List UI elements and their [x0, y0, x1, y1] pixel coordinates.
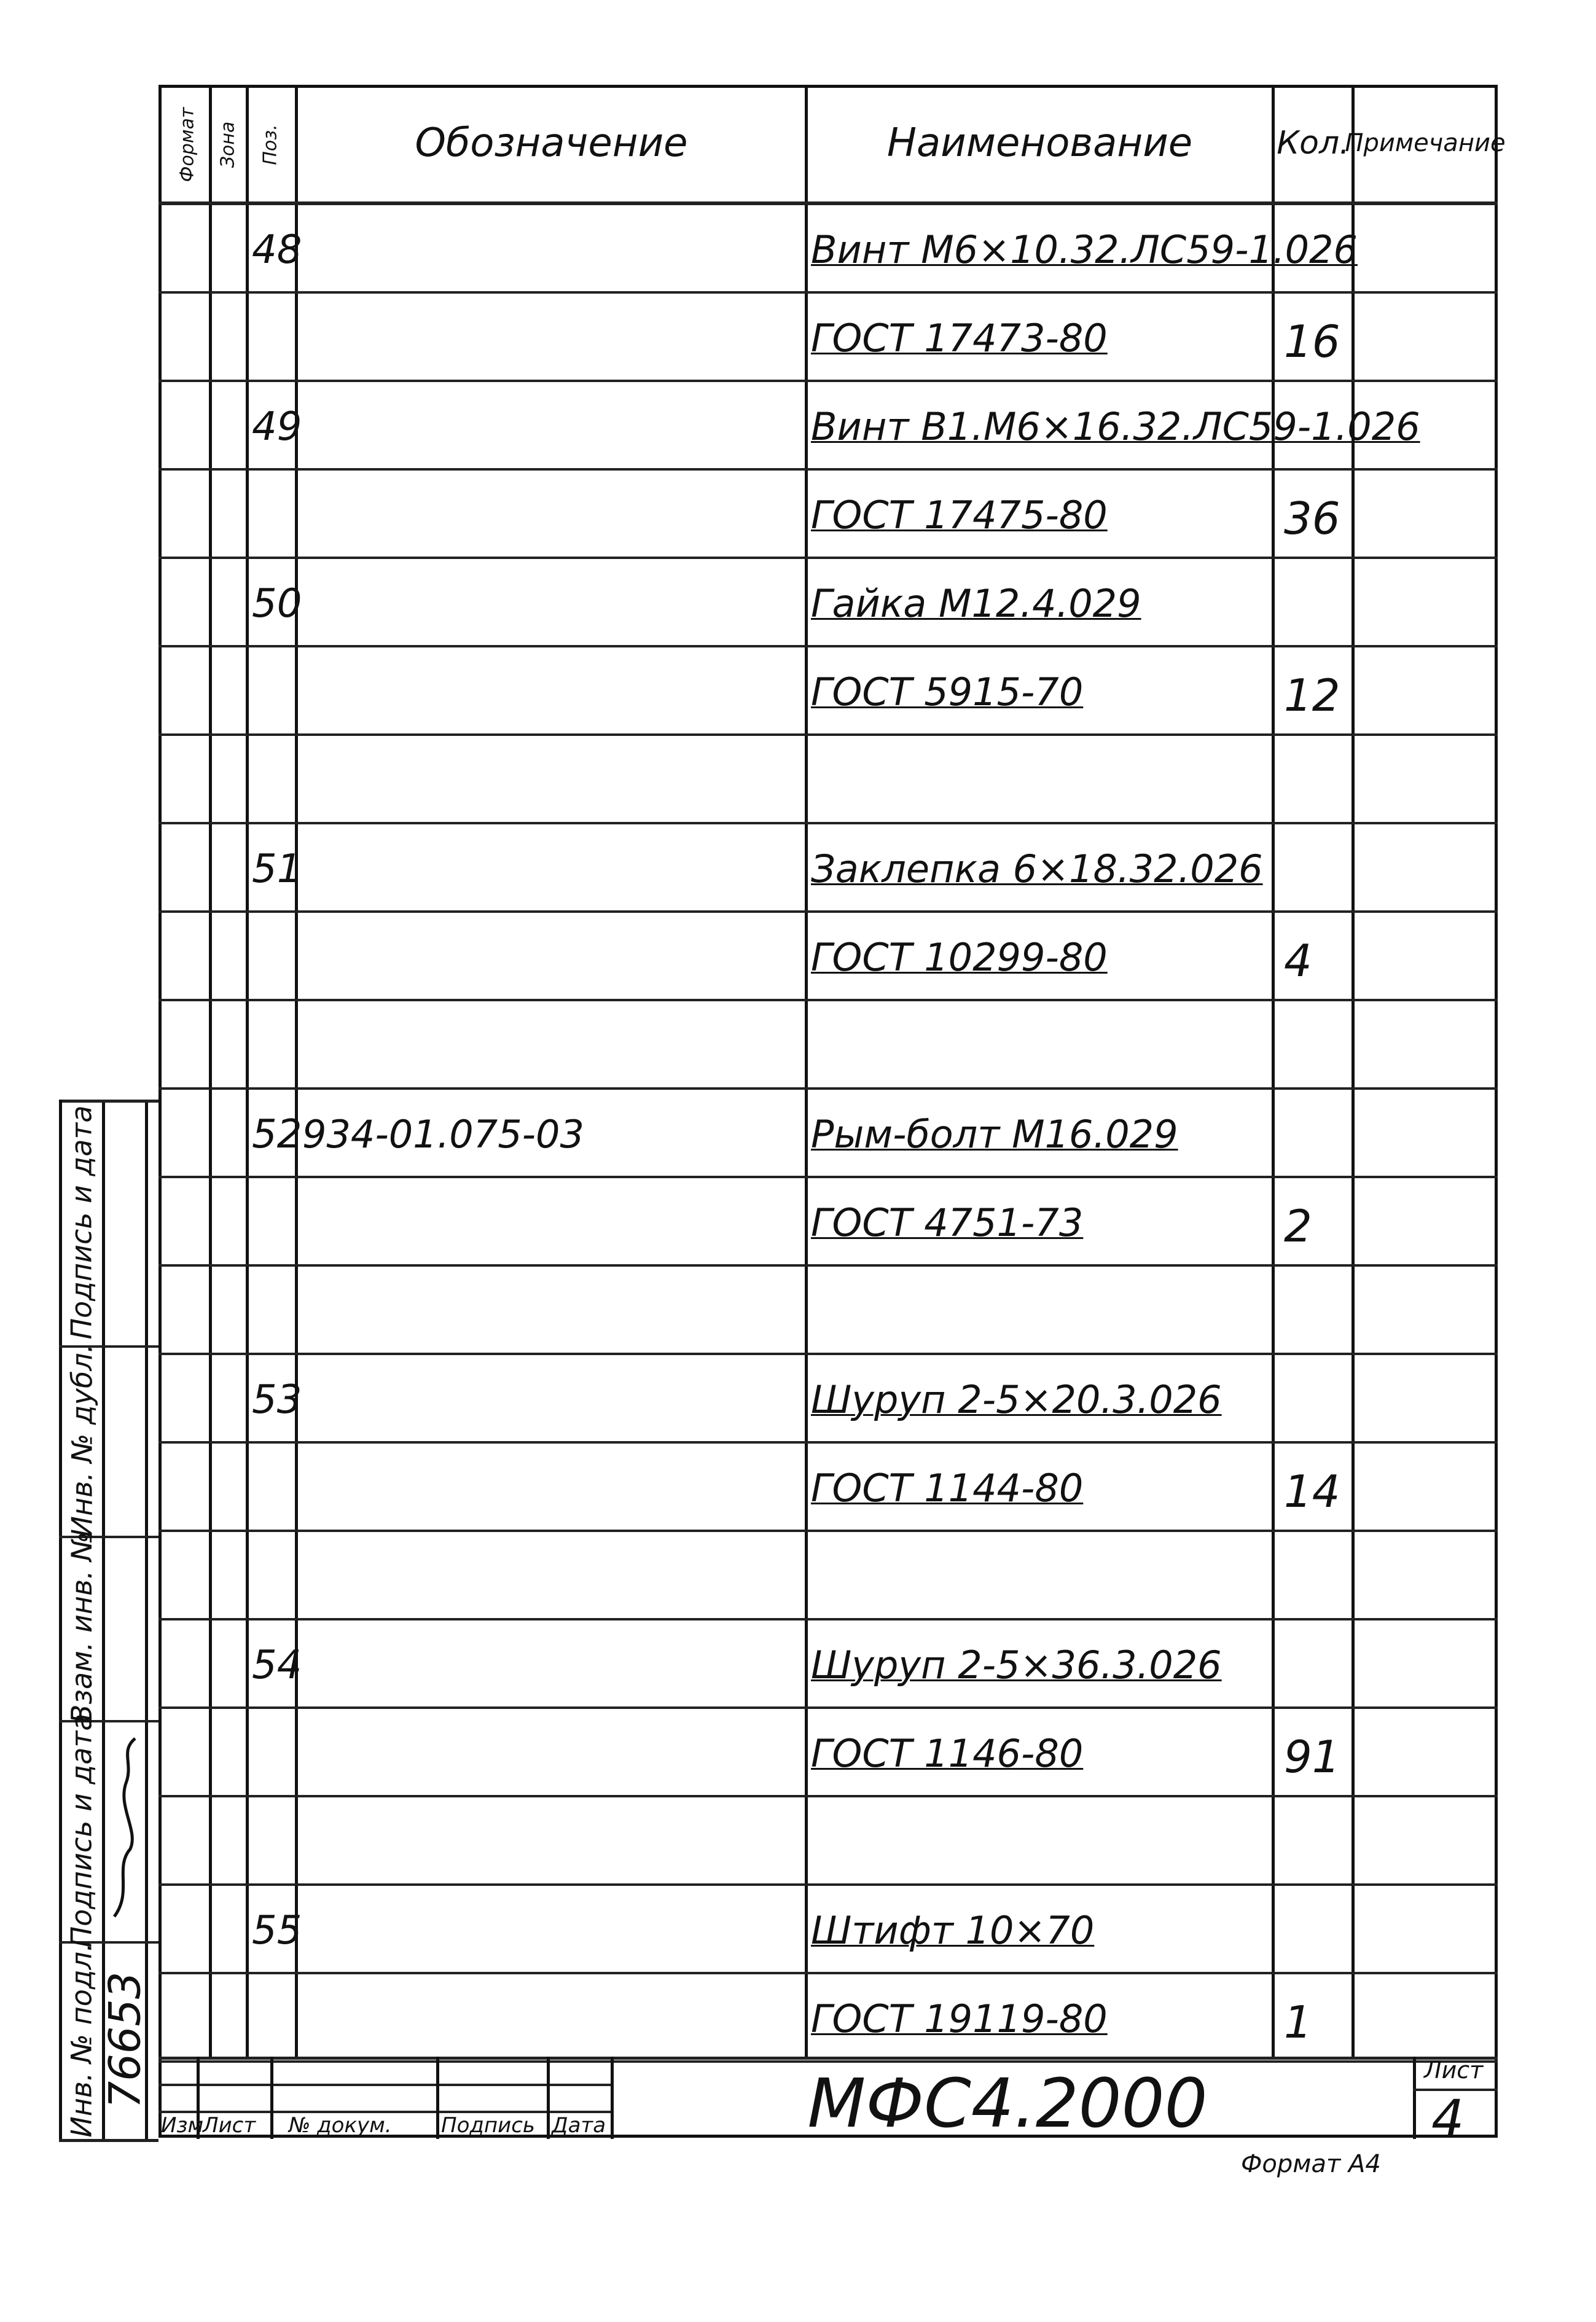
row-qty: 1: [1284, 1996, 1312, 2048]
title-block-top: [158, 2057, 1498, 2060]
side-repl-inv: Взам. инв. №: [65, 1531, 99, 1724]
header-note: Примечание: [1345, 129, 1506, 157]
row-name: ГОСТ 1144-80: [811, 1466, 1084, 1511]
header-zone: Зона: [217, 121, 239, 168]
row-name: Винт В1.М6×16.32.ЛС59-1.026: [811, 404, 1420, 449]
row-pos: 52: [252, 1112, 302, 1157]
row-name: ГОСТ 17473-80: [811, 316, 1108, 361]
row-name: Шуруп 2-5×20.3.026: [811, 1377, 1222, 1422]
tb-list: Лист: [203, 2113, 256, 2138]
row-line: [158, 2060, 1498, 2063]
row-name: ГОСТ 4751-73: [811, 1200, 1084, 1245]
side-line: [59, 2139, 158, 2142]
tb-sign: Подпись: [441, 2113, 535, 2138]
side-inv-dupl: Инв. № дубл.: [65, 1343, 99, 1538]
row-pos: 50: [252, 581, 302, 627]
row-name: Заклепка 6×18.32.026: [811, 846, 1263, 891]
header-name: Наименование: [886, 120, 1193, 166]
row-pos: 55: [252, 1908, 302, 1953]
row-name: ГОСТ 17475-80: [811, 493, 1108, 538]
title-block-divider: [547, 2057, 550, 2139]
row-line: [158, 1264, 1498, 1267]
row-qty: 91: [1284, 1731, 1340, 1783]
row-pos: 51: [252, 846, 302, 892]
row-line: [158, 1795, 1498, 1797]
row-name: ГОСТ 19119-80: [811, 1996, 1108, 2041]
row-line: [158, 291, 1498, 294]
row-name: Гайка М12.4.029: [811, 581, 1141, 626]
row-line: [158, 1972, 1498, 1974]
row-line: [158, 999, 1498, 1001]
row-line: [158, 1087, 1498, 1090]
row-designation: 934-01.075-03: [302, 1112, 584, 1157]
tb-doc-no: № докум.: [289, 2113, 392, 2138]
row-line: [158, 910, 1498, 913]
title-block-divider: [270, 2057, 273, 2139]
row-line: [158, 380, 1498, 382]
row-name: ГОСТ 5915-70: [811, 670, 1084, 714]
header-pos: Поз.: [259, 123, 281, 165]
format-label: Формат А4: [1241, 2150, 1381, 2178]
row-qty: 36: [1284, 493, 1340, 544]
row-qty: 2: [1284, 1200, 1312, 1252]
row-qty: 12: [1284, 670, 1340, 721]
side-inv-orig-value: 76653: [100, 1971, 150, 2109]
row-name: Штифт 10×70: [811, 1908, 1095, 1953]
row-name: Винт М6×10.32.ЛС59-1.026: [811, 227, 1358, 272]
row-line: [158, 822, 1498, 824]
row-line: [158, 203, 1498, 205]
row-line: [158, 468, 1498, 471]
signature: [108, 1732, 143, 1929]
side-sign-date-2: Подпись и дата: [65, 1713, 98, 1948]
row-line: [158, 1618, 1498, 1620]
row-qty: 4: [1284, 935, 1312, 987]
row-pos: 54: [252, 1643, 302, 1688]
spec-frame: [158, 85, 1506, 2138]
row-line: [158, 645, 1498, 647]
sheet-number: 4: [1431, 2089, 1465, 2149]
tb-izm: Изм: [161, 2113, 204, 2138]
row-line: [158, 557, 1498, 559]
row-line: [158, 1353, 1498, 1355]
document-code: МФС4.2000: [807, 2064, 1208, 2143]
row-line: [158, 1530, 1498, 1532]
header-designation: Обозначение: [415, 120, 688, 166]
row-name: Рым-болт М16.029: [811, 1112, 1178, 1157]
sheet-label: Лист: [1424, 2057, 1484, 2084]
title-block-line: [158, 2084, 613, 2086]
row-pos: 53: [252, 1377, 302, 1423]
header-format: Формат: [176, 107, 198, 182]
header-qty: Кол.: [1277, 125, 1350, 162]
side-inv-orig: Инв. № подл.: [65, 1942, 99, 2138]
row-line: [158, 1176, 1498, 1178]
row-qty: 14: [1284, 1466, 1340, 1517]
row-line: [158, 1441, 1498, 1444]
row-name: ГОСТ 1146-80: [811, 1731, 1084, 1776]
row-name: ГОСТ 10299-80: [811, 935, 1108, 980]
title-block-divider: [436, 2057, 439, 2139]
row-pos: 49: [252, 404, 302, 450]
row-line: [158, 1883, 1498, 1886]
row-qty: 16: [1284, 316, 1340, 367]
row-line: [158, 1706, 1498, 1709]
side-sign-date-1: Подпись и дата: [65, 1105, 98, 1340]
row-pos: 48: [252, 227, 302, 273]
title-block-divider: [1413, 2057, 1416, 2139]
tb-date: Дата: [552, 2113, 606, 2138]
row-line: [158, 733, 1498, 736]
row-name: Шуруп 2-5×36.3.026: [811, 1643, 1222, 1687]
